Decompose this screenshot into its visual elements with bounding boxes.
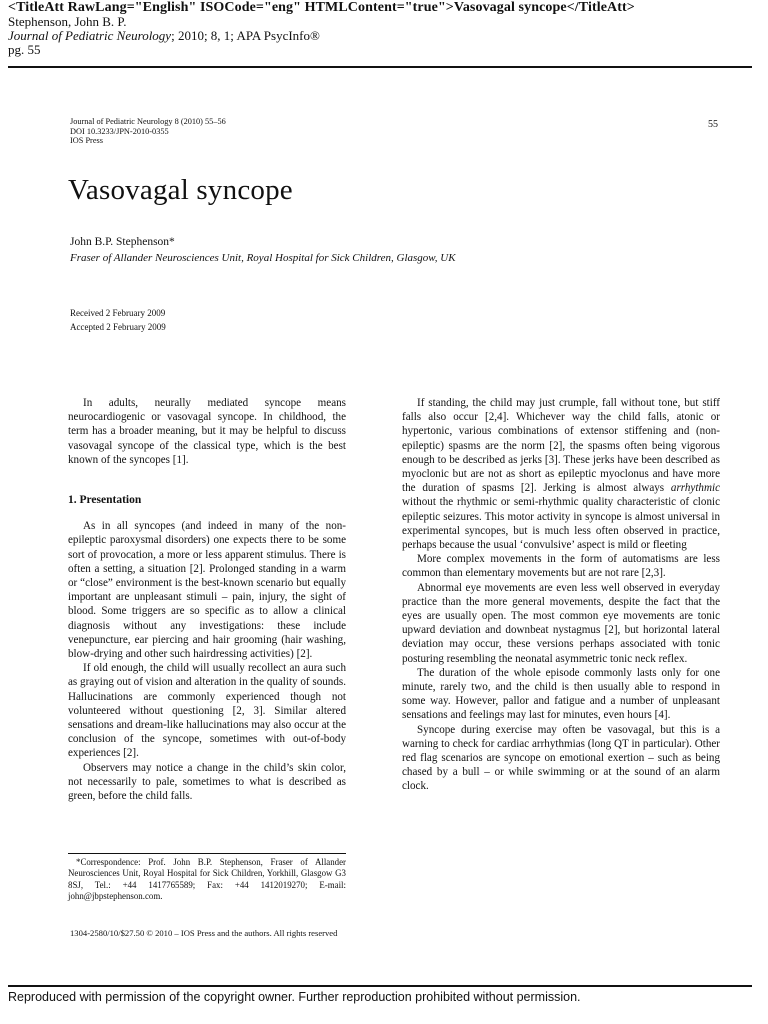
reproduction-notice: Reproduced with permission of the copyright owner. Further reproduction prohibited without permission. xyxy=(8,990,581,1004)
article-dates xyxy=(70,306,166,334)
body-paragraph: As in all syncopes (and indeed in many of the non-epileptic paroxysmal disorders) one expects there to be some sort of provocation, a more or less apparent stimulus. There is often a setting, a situation [2]. Prolonged standing in a warm or “close” environment is the best-known scenario but equally important are unpleasant stimuli – pain, injury, the sight of blood. Some triggers are so specific as to allow a clinical diagnosis without any investigations: these include venepuncture, ear piercing and hair grooming (hair washing, blow-drying and other such hairdressing activities) [2]. xyxy=(68,520,346,661)
body-paragraph: The duration of the whole episode commonly lasts only for one minute, rarely two, and the child is then usually able to respond in some way. However, pallor and fatigue and a number of unpleasant sensations and feelings may last for minutes, even hours [4]. xyxy=(402,666,720,722)
body-paragraph: If standing, the child may just crumple, fall without tone, but stiff falls also occur [2,4]. Whichever way the child falls, atonic or hypertonic, various combinations of extensor stiffening and (non-epileptic) spasms are the norm [2], the spasms often being vigorous enough to be described as jerks [3]. These jerks have been described as myoclonic but are not as short as epileptic myoclonus and have more the duration of spasms [2]. Jerking is almost always arrhythmic without the rhythmic or semi-rhythmic quality characteristic of clonic epileptic seizures. This motor activity in syncope is almost universal in experimental syncopes, but is much less often observed in practice, perhaps because the usual ‘convulsive’ aspect is mild or fleeting xyxy=(402,397,720,552)
header-journal-details: ; 2010; 8, 1; APA PsycInfo® xyxy=(171,28,320,43)
article-title: Vasovagal syncope xyxy=(68,174,293,206)
body-paragraph: If old enough, the child will usually recollect an aura such as graying out of vision and alteration in the quality of sounds. Hallucinations are commonly experienced though not volunteered without questioning [2, 3]. Similar altered sensations and dream-like hallucinations may also occur at the conclusion of the syncope, sometimes with out-of-body experiences [2]. xyxy=(68,662,346,760)
received-date: Received 2 February 2009 xyxy=(70,308,166,318)
emphasis-arrhythmic: arrhythmic xyxy=(670,482,720,495)
page-number: 55 xyxy=(708,119,718,130)
body-paragraph: Abnormal eye movements are even less well observed in everyday practice than the more general movements, despite the fact that the eyes are usually open. The most common eye movements are tonic upward deviation and downbeat nystagmus [2], but horizontal lateral deviation may occur, these versions perhaps associated with tonic posturing resembling the neonatal asymmetric tonic neck reflex. xyxy=(402,581,720,665)
body-paragraph: More complex movements in the form of automatisms are less common than elementary movements but are not rare [2,3]. xyxy=(402,553,720,580)
journal-meta xyxy=(70,117,226,146)
title-att-line: <TitleAtt RawLang="English" ISOCode="eng" HTMLContent="true">Vasovagal syncope</TitleAtt> xyxy=(8,0,635,15)
header-citation xyxy=(8,29,763,43)
doi: DOI 10.3233/JPN-2010-0355 xyxy=(70,126,169,136)
accepted-date: Accepted 2 February 2009 xyxy=(70,322,166,332)
header-author: Stephenson, John B. P. xyxy=(8,14,127,29)
right-column xyxy=(402,396,720,794)
body-paragraph: Observers may notice a change in the child’s skin color, not necessarily to pale, sometimes to what is described as green, before the child falls. xyxy=(68,761,346,803)
header-page: pg. 55 xyxy=(8,42,41,57)
section-heading: 1. Presentation xyxy=(68,494,142,507)
article-affiliation: Fraser of Allander Neurosciences Unit, Royal Hospital for Sick Children, Glasgow, UK xyxy=(70,252,456,264)
header-divider xyxy=(8,66,752,68)
article-author: John B.P. Stephenson* xyxy=(70,236,175,248)
intro-paragraph: In adults, neurally mediated syncope means neurocardiogenic or vasovagal syncope. In childhood, the term has a broader meaning, but it may be helpful to discuss vasovagal syncope of the classical type, which is the best known of the syncopes [1]. xyxy=(68,397,346,466)
footer-divider xyxy=(8,985,752,987)
footnote-text: *Correspondence: Prof. John B.P. Stephenson, Fraser of Allander Neurosciences Unit, Royal Hospital for Sick Children, Yorkhill, Glasgow G3 8SJ, Tel.: +44 1417765589; Fax: +44 1412019270; E-mail: john@jbpstephenson.com. xyxy=(68,857,346,901)
left-column xyxy=(68,396,346,803)
copyright-line: 1304-2580/10/$27.50 © 2010 – IOS Press and the authors. All rights reserved xyxy=(70,928,338,938)
database-header xyxy=(8,1,763,57)
body-paragraph: Syncope during exercise may often be vasovagal, but this is a warning to check for cardiac arrhythmias (long QT in particular). Other red flag scenarios are syncope on emotional exertion – such as being chased by a bull – or while swimming or at the sound of an alarm clock. xyxy=(402,723,720,793)
journal-line: Journal of Pediatric Neurology 8 (2010) 55–56 xyxy=(70,117,226,126)
header-journal: Journal of Pediatric Neurology xyxy=(8,28,172,43)
publisher: IOS Press xyxy=(70,136,103,146)
correspondence-footnote xyxy=(68,853,346,902)
